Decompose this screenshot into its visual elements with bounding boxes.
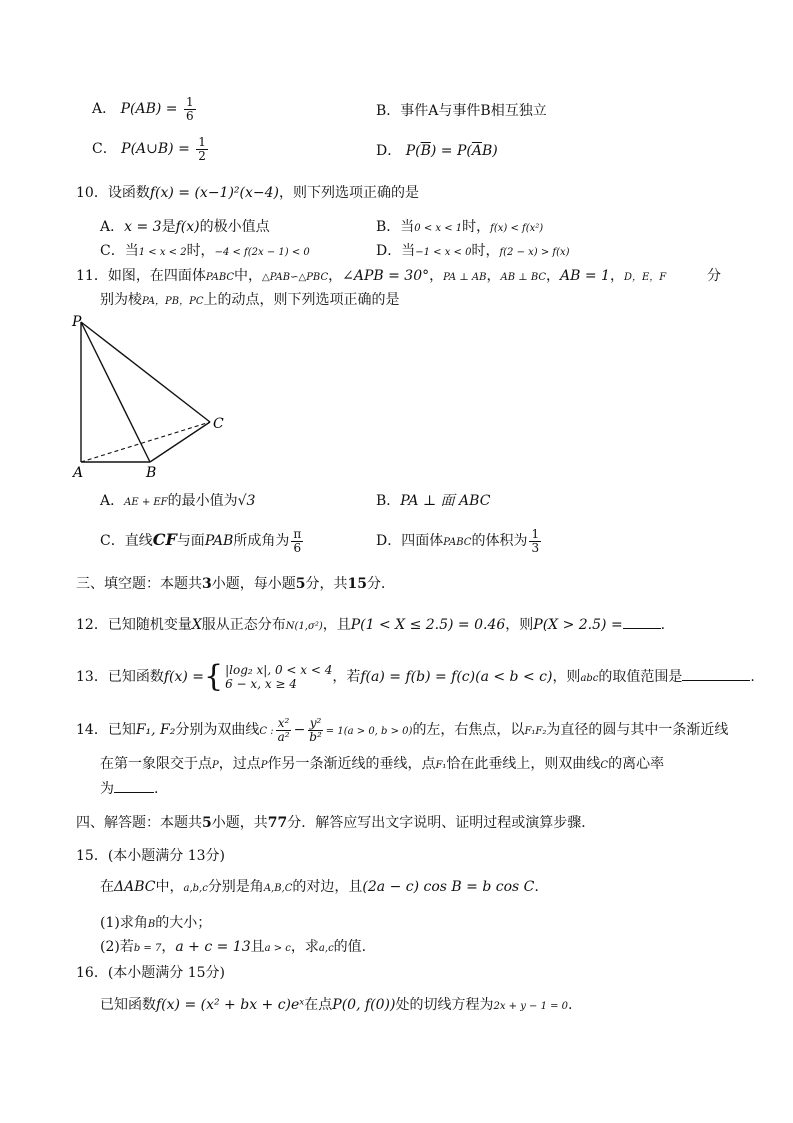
q14-line3: 为 .: [100, 781, 159, 797]
q13: 13．已知函数f(x) = { |log₂ x|, 0 < x < 4 6 − x, x ≥ 4 ，若f(a) = f(b) = f(c)(a < b < c)，则abc的取值范围是 .: [76, 659, 755, 694]
edge-ac-hidden: [81, 422, 210, 462]
q12: 12．已知随机变量X服从正态分布N(1,σ²)，且P(1 < X ≤ 2.5) = 0.46，则P(X > 2.5) = .: [76, 617, 666, 633]
q10-option-a: A．x = 3是f(x)的极小值点: [100, 219, 270, 235]
q13-piecewise: { |log₂ x|, 0 < x < 4 6 − x, x ≥ 4: [204, 659, 333, 694]
q9-option-d: D． $P(\overline{B}) = P(\overline{A}B)$: [376, 143, 498, 159]
q9-option-b: B．事件A与事件B相互独立: [376, 103, 547, 119]
q14-line2: 在第一象限交于点P，过点P作另一条渐近线的垂线，点F₁恰在此垂线上，则双曲线C的离心率: [100, 756, 665, 772]
q9-option-a: A． P(AB) = $\frac{1}{6}$: [92, 95, 194, 123]
tetrahedron-figure: [70, 312, 240, 482]
q15-part2: (2)若b = 7，a + c = 13且a > c，求a,c的值.: [100, 939, 367, 955]
q15-part1: (1)求角B的大小；: [100, 915, 212, 931]
q11-stem-line1: 11．如图，在四面体PABC中，△PAB∽△PBC，∠APB = 30°，PA ⊥ AB，AB ⊥ BC，AB = 1，D，E，F: [76, 268, 667, 284]
q11-option-d: D．四面体PABC的体积为 $\frac{1}{3}$: [376, 527, 540, 555]
q11-option-b: B．PA ⊥ 面 ABC: [376, 493, 491, 509]
q10-option-c: C．当1 < x < 2时，−4 < f(2x − 1) < 0: [100, 243, 310, 259]
q14-answer-blank: [114, 792, 154, 793]
section-3-heading: 三、填空题：本题共3小题，每小题5分，共15分．: [76, 576, 395, 592]
q16-stem: 已知函数f(x) = (x² + bx + c)eˣ在点P(0, f(0))处的切线方程为2x + y − 1 = 0.: [100, 997, 573, 1013]
section-4-heading: 四、解答题：本题共5小题，共77分．解答应写出文字说明、证明过程或演算步骤．: [76, 815, 596, 831]
edge-bc: [150, 422, 210, 462]
vertex-label-b: B: [146, 465, 157, 481]
q11-option-a: A．AE + EF的最小值为√3: [100, 493, 256, 509]
q10-option-d: D．当−1 < x < 0时，f(2 − x) > f(x): [376, 243, 570, 259]
vertex-label-p: P: [72, 314, 82, 330]
q12-answer-blank: [623, 628, 661, 629]
q11-stem-line2: 别为棱PA，PB，PC上的动点，则下列选项正确的是: [100, 292, 400, 308]
q13-answer-blank: [682, 680, 750, 681]
q15-header: 15．(本小题满分 13分): [76, 848, 226, 864]
q14-line1: 14．已知F₁, F₂分别为双曲线C : $\frac{\text{x²}}{\text{a²}}$ − $\frac{\text{y²}}{\text{b²}}$ = 1(a > 0, b > 0)的左，右焦点，以F₁F₂为直径的圆与其中一条渐近线: [76, 716, 729, 744]
q11-option-c: C．直线CF与面PAB所成角为 $\frac{\pi}{6}$: [100, 527, 302, 555]
q16-header: 16．(本小题满分 15分): [76, 965, 226, 981]
edge-pb: [81, 322, 150, 462]
vertex-label-a: A: [73, 465, 84, 481]
vertex-label-c: C: [213, 416, 224, 432]
q11-stem-line1-end: 分: [707, 268, 721, 284]
edge-pc: [81, 322, 210, 422]
q15-stem: 在ΔABC中，a,b,c分别是角A,B,C的对边，且(2a − c) cos B = b cos C.: [100, 879, 539, 895]
q10-stem: 10．设函数f(x) = (x−1)²(x−4)，则下列选项正确的是: [76, 185, 419, 201]
q10-option-b: B．当0 < x < 1时，f(x) < f(x²): [376, 219, 544, 235]
q9-option-c: C． P(A∪B) = $\frac{1}{2}$: [92, 135, 206, 163]
